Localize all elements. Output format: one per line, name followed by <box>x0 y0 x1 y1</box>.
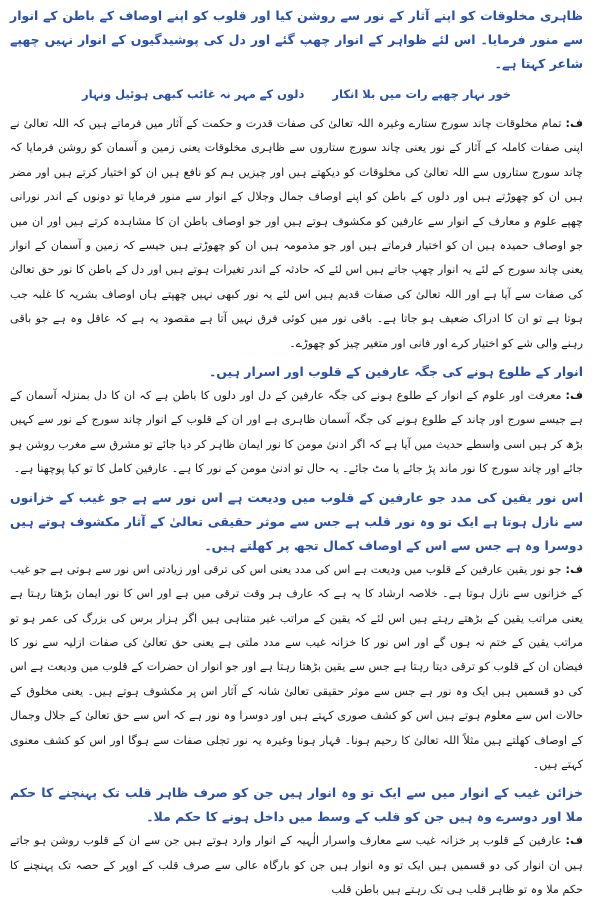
couplet-first-half: خور نہار چھپے رات میں بلا انکار <box>332 87 512 101</box>
paragraph-text: معرفت اور علوم کے انوار کے طلوع ہونے کی جگہ عارفین کے دل اور دلوں کا باطن ہے کہ ان کا دل بمنزلہ آسمان کے ہے جیسے سورج اور چاند کے طلوع ہونے کی جگہ آسمان ظاہری ہے اور ان کے قلوب کے انوار چاند سورج کے نور سے کہیں بڑھ کر ہیں اسی واسطے حدیث میں آیا ہے کہ اگر ادنیٰ مومن کا نور ایمان ظاہر کر دیا جائے تو مشرق سے مغرب روشن ہو جائے اور چاند سورج کا نور ماند پڑ جائے یا مٹ جائے۔ یہ حال تو ادنیٰ مومن کے نور کا ہے۔ عارفین کامل کا تو کیا پوچھنا ہے۔ <box>10 389 583 476</box>
paragraph-label: ف: <box>565 117 583 130</box>
paragraph-text: تمام مخلوقات چاند سورج ستارے وغیرہ اللہ تعالیٰ کی صفات قدرت و حکمت کے آثار میں فرماتے ہیں کہ اللہ تعالیٰ نے اپنی صفات کاملہ کے آثار کے نور یعنی چاند سورج ستاروں سے ظاہری مخلوقات یعنی زمین و آسمان کو روشن فرمایا کہ چاند سورج ستاروں سے اللہ تعالیٰ کی مخلوقات کو دیکھتے ہیں اور چیزیں ہم کو نافع ہیں ان کو اختیار کرتے ہیں اور مضر ہیں ان کو چھوڑتے ہیں اور دلوں کے باطن کو اپنے اوصاف جمال وجلال کے انوار سے منور فرمایا تو دونوں کے اندر نورانی چھپے علوم و معارف کے انوار سے عارفین کو مکشوف ہوتے ہیں اور جو اوصاف باطن ان کا مشاہدہ کرتے ہیں اور ان میں جو اوصاف حمیدہ ہیں ان کو اختیار فرماتے ہیں اور جو مذمومہ ہیں ان کو چھوڑتے ہیں جیسے کہ زمین و آسمان کے انوار یعنی چاند سورج کے لئے یہ انوار چھپ جاتے ہیں اس لئے کہ حادثہ کے اندر تغیرات ہوتے ہیں اور دل کے باطن کا نور حق تعالیٰ کی صفات سے آیا ہے اور اللہ تعالیٰ کی صفات قدیم ہیں اس لئے یہ نور کبھی نہیں چھپتے ہاں اوصاف بشریہ کا غلبہ جب ہوتا ہے تو ان کا ادراک ضعیف ہو جاتا ہے۔ باقی نور میں کوئی فرق نہیں آتا ہے مقصود یہ ہے کہ عاقل وہ ہے جو باقی رہنے والی شے کو اختیار کرے اور فانی اور متغیر چیز کو چھوڑے۔ <box>10 117 583 350</box>
commentary-paragraph <box>10 112 583 356</box>
commentary-paragraph <box>10 558 583 778</box>
paragraph-label: ف: <box>565 562 583 576</box>
intro-heading: ظاہری مخلوقات کو اپنے آثار کے نور سے روشن کیا اور قلوب کو اپنے اوصاف کے باطن کے انوار سے منور فرمایا۔ اس لئے ظواہر کے انوار چھپ گئے اور دل کی پوشیدگیوں کے انوار نہیں چھپے شاعر کہتا ہے۔ <box>10 8 583 71</box>
section-heading: اس نور یقین کی مدد جو عارفین کے قلوب میں ودیعت ہے اس نور سے ہے جو غیب کے خزانوں سے نازل ہوتا ہے ایک تو وہ نور قلب ہے جس سے موثر حقیقی تعالیٰ کے آثار مکشوف ہوتے ہیں دوسرا وہ ہے جس سے اس کے اوصاف کمال تجھ پر کھلتے ہیں۔ <box>10 489 583 553</box>
section-heading: خزائن غیب کے انوار میں سے ایک تو وہ انوار ہیں جن کو صرف ظاہر قلب تک پہنچنے کا حکم ملا اور دوسرے وہ ہیں جن کو قلب کے وسط میں داخل ہونے کا حکم ملا۔ <box>10 785 583 825</box>
couplet-second-half: دلوں کے مہر نہ غائب کبھی ہوئیل ونہار <box>81 87 305 101</box>
commentary-paragraph <box>10 384 583 482</box>
poetry-couplet <box>10 82 583 106</box>
paragraph-text: جو نور یقین عارفین کے قلوب میں ودیعت ہے اس کی مدد یعنی اس کی ترقی اور زیادتی اس نور سے ہوتی ہے جو غیب کے خزانوں سے نازل ہوتا ہے۔ خلاصہ ارشاد کا یہ ہے کہ عارف ہر وقت ترقی میں ہے اور اس کا نور ایمان بڑھتا رہتا ہے یعنی مراتب یقین کے بڑھتے رہتے ہیں اس لئے کہ یقین کے مراتب غیر متناہی ہیں اگر ہزار برس کی بزرگ کی عمر ہو تو مراتب یقین کے ختم نہ ہوں گے اور اس نور کا خزانہ غیب سے مدد ملتی ہے یعنی حق تعالیٰ کی صفات ازلیہ سے نور کا فیضان ان کے قلوب کو ترقی دیتا رہتا ہے جس سے یقین بڑھتا رہتا ہے اور جو انوار ان حضرات کے قلوب میں ودیعت ہے اس کی دو قسمیں ہیں ایک وہ نور ہے جس سے موثر حقیقی تعالیٰ شانہ کے آثار اس پر مکشوف ہوتے ہیں۔ یعنی مخلوق کے حالات اس سے معلوم ہوتے ہیں اس کو کشف صوری کہتے ہیں اور دوسرا وہ نور ہے کہ اس سے حق تعالیٰ کے جلال وجمال کے اوصاف کھلتے ہیں مثلاً اللہ تعالیٰ کا رحیم ہونا۔ قہار ہونا وغیرہ یہ نور تجلی صفات سے ہوگا اور اس کو کشف معنوی کہتے ہیں۔ <box>10 562 583 771</box>
commentary-paragraph <box>10 829 583 902</box>
paragraph-label: ف: <box>565 389 583 403</box>
paragraph-text: عارفین کے قلوب پر خزانہ غیب سے معارف واسرار الٰہیہ کے انوار وارد ہوتے ہیں جن سے ان کے قلوب روشن ہو جاتے ہیں ان انوار کی دو قسمیں ہیں ایک تو وہ انوار ہیں جن کو بارگاہ عالی سے صرف قلب کے اوپر کے حصہ تک پہنچنے کا حکم ملا وہ تو ظاہر قلب ہی تک رہتے ہیں باطن قلب <box>10 834 583 897</box>
section-heading: انوار کے طلوع ہونے کی جگہ عارفین کے قلوب اور اسرار ہیں۔ <box>208 364 583 380</box>
paragraph-label: ف: <box>565 834 583 848</box>
